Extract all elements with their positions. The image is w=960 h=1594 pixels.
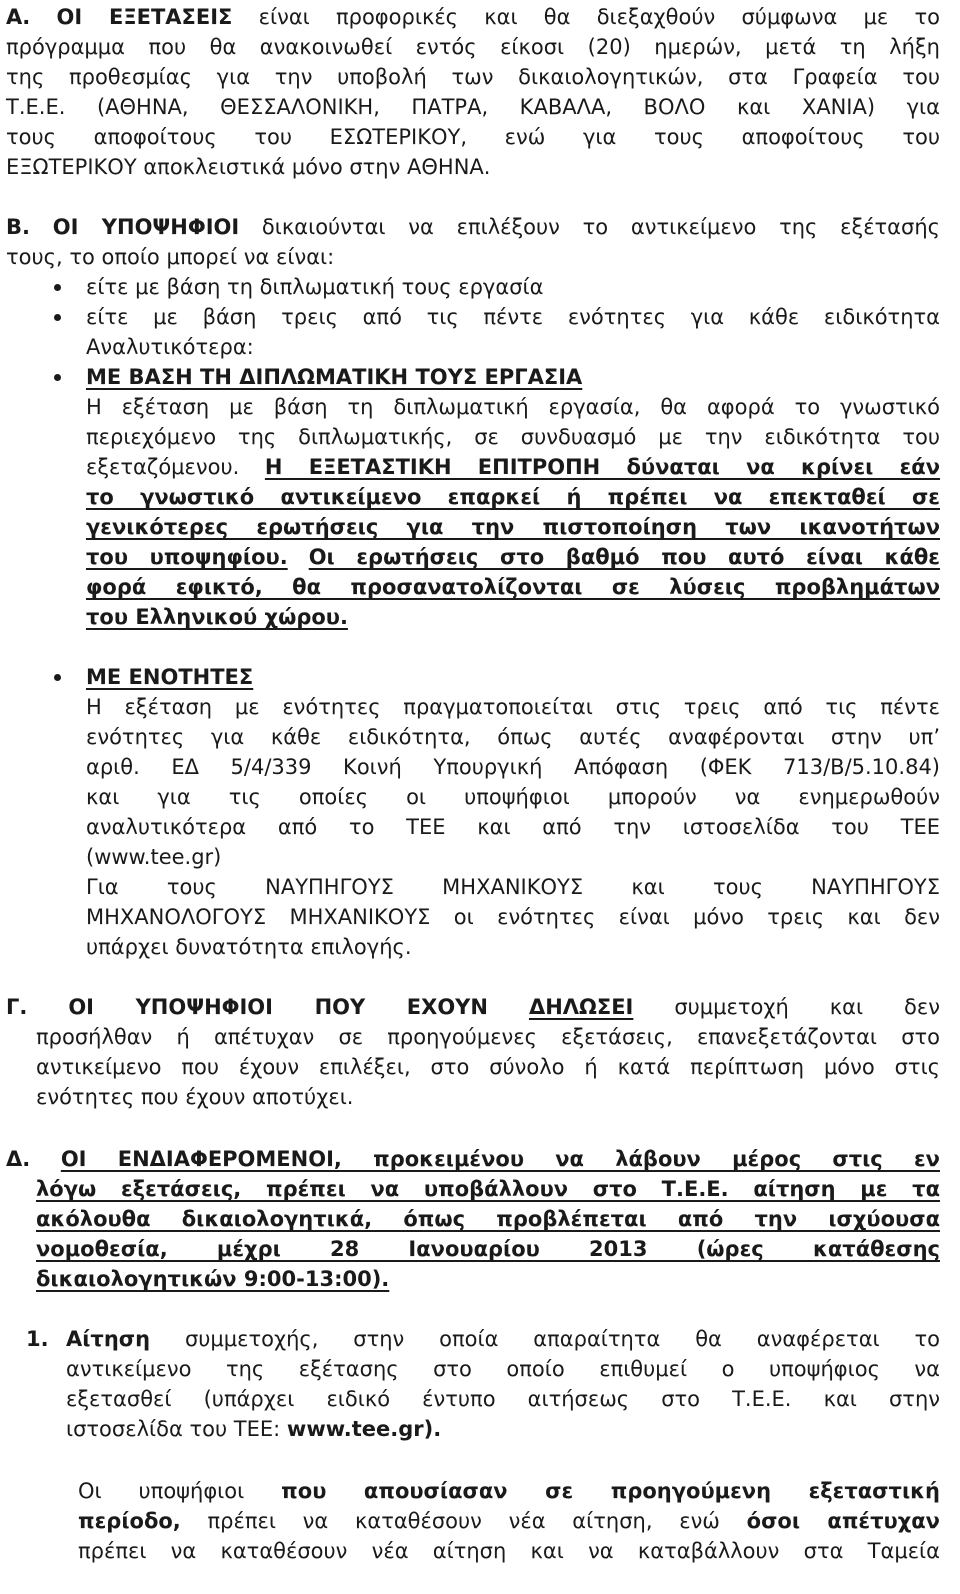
section-d-marker: Δ.: [6, 1147, 31, 1171]
thesis-line: περιεχόμενο της διπλωματικής, σε συνδυασμό με την ειδικότητα του: [86, 425, 940, 449]
thesis-line: του Ελληνικού χώρου.: [86, 605, 348, 629]
section-a-line: ΕΞΩΤΕΡΙΚΟΥ αποκλειστικά μόνο στην ΑΘΗΝΑ.: [6, 155, 491, 179]
bullet-icon: [54, 374, 61, 381]
thesis-heading: ΜΕ ΒΑΣΗ ΤΗ ΔΙΠΛΩΜΑΤΙΚΗ ΤΟΥΣ ΕΡΓΑΣΙΑ: [86, 365, 583, 389]
section-b-line: [6, 212, 940, 242]
thesis-line: Η εξέταση με βάση τη διπλωματική εργασία, θα αφορά το γνωστικό: [86, 395, 940, 419]
bullet-item: είτε με βάση τρεις από τις πέντε ενότητες για κάθε ειδικότητα: [86, 305, 940, 329]
section-g-marker: Γ.: [6, 995, 28, 1019]
units-line: Η εξέταση με ενότητες πραγματοποιείται στις τρεις από τις πέντε: [86, 695, 940, 719]
units-line: Για τους ΝΑΥΠΗΓΟΥΣ ΜΗΧΑΝΙΚΟΥΣ και τους ΝΑΥΠΗΓΟΥΣ: [86, 875, 940, 899]
section-g-line: ενότητες που έχουν αποτύχει.: [36, 1085, 354, 1109]
section-g-line: προσήλθαν ή απέτυχαν σε προηγούμενες εξετάσεις, επανεξετάζονται στο: [36, 1025, 940, 1049]
section-b-marker: Β.: [6, 215, 30, 239]
item-line: Αίτηση συμμετοχής, στην οποία απαραίτητα θα αναφέρεται το: [66, 1327, 940, 1351]
bullet-icon: [54, 674, 61, 681]
section-d-line: ακόλουθα δικαιολογητικά, όπως προβλέπεται από την ισχύουσα: [36, 1207, 940, 1231]
bullet-icon: [54, 314, 61, 321]
units-line: ενότητες για κάθε ειδικότητα, όπως αυτές αναφέρονται στην υπ’: [86, 725, 940, 749]
section-g-line: αντικείμενο που έχουν επιλέξει, στο σύνολο ή κατά περίπτωση μόνο στις: [36, 1055, 940, 1079]
section-a-marker: Α.: [6, 5, 31, 29]
section-a-line: [6, 2, 940, 32]
section-a-line: πρόγραμμα που θα ανακοινωθεί εντός είκοσι (20) ημερών, μετά τη λήξη: [6, 35, 940, 59]
section-a-text: είναι προφορικές και θα διεξαχθούν σύμφωνα με το: [258, 5, 940, 29]
section-b-text: δικαιούνται να επιλέξουν το αντικείμενο της εξέτασής: [261, 215, 940, 239]
section-a-line: της προθεσμίας για την υποβολή των δικαιολογητικών, στα Γραφεία του: [6, 65, 940, 89]
section-d-line: νομοθεσία, μέχρι 28 Ιανουαρίου 2013 (ώρες κατάθεσης: [36, 1237, 940, 1261]
thesis-line: το γνωστικό αντικείμενο επαρκεί ή πρέπει να επεκταθεί σε: [86, 485, 940, 509]
section-g-line: Γ. ΟΙ ΥΠΟΨΗΦΙΟΙ ΠΟΥ ΕΧΟΥΝ ΔΗΛΩΣΕΙ συμμετοχή και δεν: [6, 995, 940, 1019]
item-line: εξετασθεί (υπάρχει ειδικό έντυπο αιτήσεως στο Τ.Ε.Ε. και στην: [66, 1387, 940, 1411]
thesis-line: εξεταζόμενου. Η ΕΞΕΤΑΣΤΙΚΗ ΕΠΙΤΡΟΠΗ δύναται να κρίνει εάν: [86, 455, 940, 479]
units-line: αριθ. ΕΔ 5/4/339 Κοινή Υπουργική Απόφαση (ΦΕΚ 713/Β/5.10.84): [86, 755, 940, 779]
section-a-lead: ΟΙ ΕΞΕΤΑΣΕΙΣ: [56, 5, 233, 29]
section-d-line: Δ. ΟΙ ΕΝΔΙΑΦΕΡΟΜΕΝΟΙ, προκειμένου να λάβουν μέρος στις εν: [6, 1147, 940, 1171]
item-line: αντικείμενο της εξέτασης στο οποίο επιθυμεί ο υποψήφιος να: [66, 1357, 940, 1381]
item-line: Οι υποψήφιοι που απουσίασαν σε προηγούμενη εξεταστική: [78, 1479, 940, 1503]
units-line: αναλυτικότερα από το ΤΕΕ και από την ιστοσελίδα του ΤΕΕ: [86, 815, 940, 839]
units-line: υπάρχει δυνατότητα επιλογής.: [86, 935, 412, 959]
bullet-item: είτε με βάση τη διπλωματική τους εργασία: [86, 275, 544, 299]
detail-intro: Αναλυτικότερα:: [86, 335, 254, 359]
section-d-line: λόγω εξετάσεις, πρέπει να υποβάλλουν στο Τ.Ε.Ε. αίτηση με τα: [36, 1177, 940, 1201]
units-heading: ΜΕ ΕΝΟΤΗΤΕΣ: [86, 665, 254, 689]
thesis-line: φορά εφικτό, θα προσανατολίζονται σε λύσεις προβλημάτων: [86, 575, 940, 599]
section-a-line: Τ.Ε.Ε. (ΑΘΗΝΑ, ΘΕΣΣΑΛΟΝΙΚΗ, ΠΑΤΡΑ, ΚΑΒΑΛΑ, ΒΟΛΟ και ΧΑΝΙΑ) για: [6, 95, 940, 119]
item-line: πρέπει να καταθέσουν νέα αίτηση και να καταβάλλουν στα Ταμεία: [78, 1539, 940, 1563]
units-line: (www.tee.gr): [86, 845, 222, 869]
bullet-icon: [54, 284, 61, 291]
thesis-line: γενικότερες ερωτήσεις για την πιστοποίηση των ικανοτήτων: [86, 515, 940, 539]
section-d-line: δικαιολογητικών 9:00-13:00).: [36, 1267, 390, 1291]
item-line: ιστοσελίδα του ΤΕΕ: www.tee.gr).: [66, 1417, 442, 1441]
item-line: περίοδο, πρέπει να καταθέσουν νέα αίτηση, ενώ όσοι απέτυχαν: [78, 1509, 940, 1533]
thesis-line: του υποψηφίου. Οι ερωτήσεις στο βαθμό που αυτό είναι κάθε: [86, 545, 940, 569]
item-number: 1.: [26, 1327, 49, 1351]
units-line: και για τις οποίες οι υποψήφιοι μπορούν να ενημερωθούν: [86, 785, 940, 809]
section-a-line: τους αποφοίτους του ΕΣΩΤΕΡΙΚΟΥ, ενώ για τους αποφοίτους του: [6, 125, 940, 149]
section-b-line: τους, το οποίο μπορεί να είναι:: [6, 245, 335, 269]
section-b-lead: ΟΙ ΥΠΟΨΗΦΙΟΙ: [52, 215, 240, 239]
units-line: ΜΗΧΑΝΟΛΟΓΟΥΣ ΜΗΧΑΝΙΚΟΥΣ οι ενότητες είναι μόνο τρεις και δεν: [86, 905, 940, 929]
